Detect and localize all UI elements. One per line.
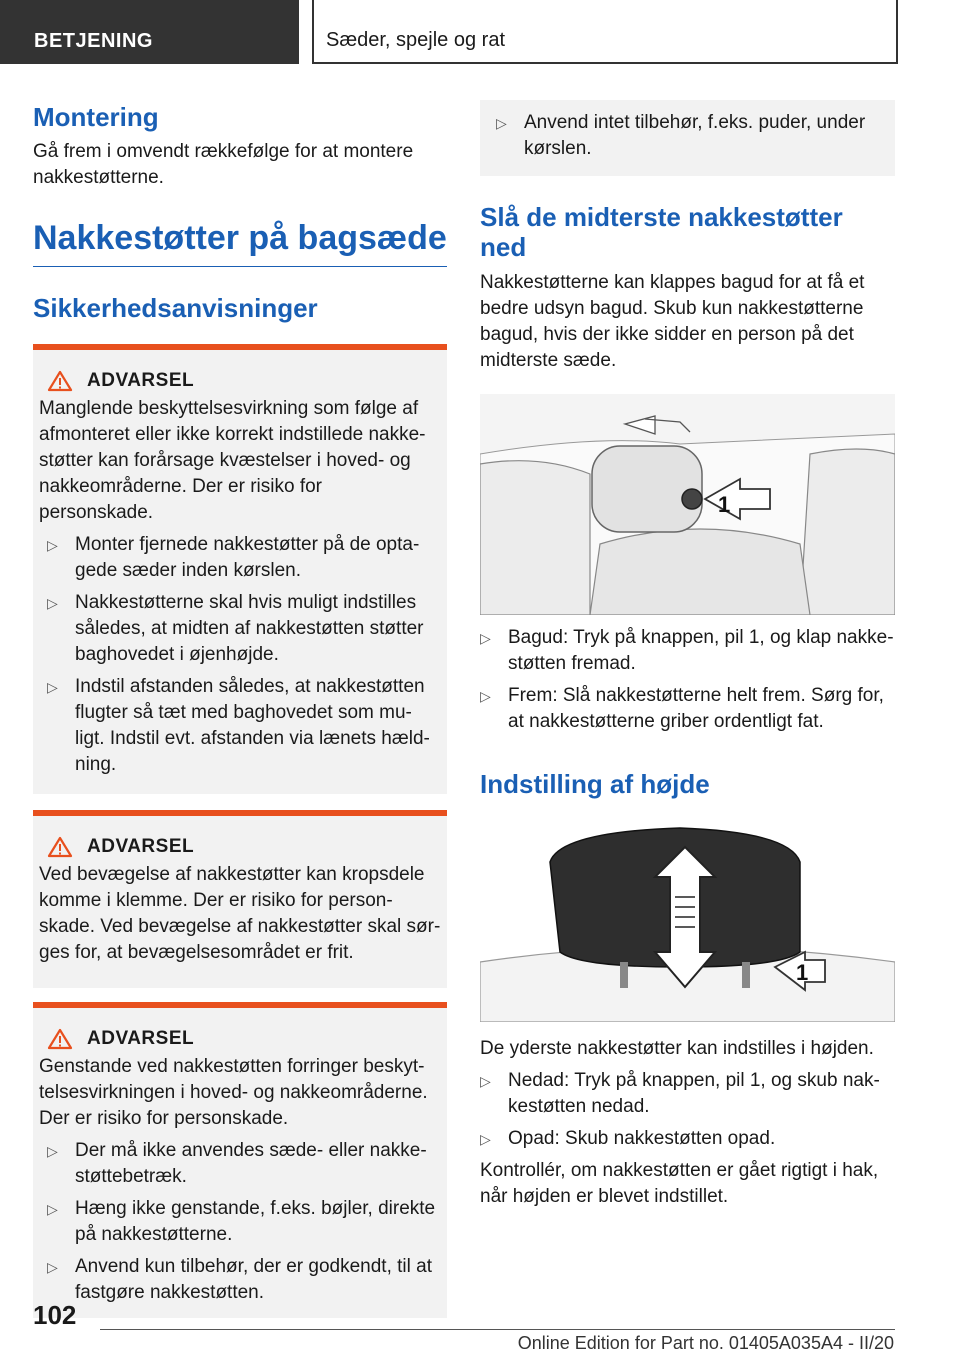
warning-title: ADVARSEL — [87, 836, 195, 857]
headrest-height-drawing — [480, 822, 895, 1022]
list-item: ▷ Hæng ikke genstande, f.eks. bøjler, direkte på nakkestøtterne. — [47, 1198, 436, 1245]
list-item: ▷ Frem: Slå nakkestøtterne helt frem. Sørg for, at nakkestøtterne griber ordentligt fat. — [480, 685, 884, 732]
warning-title-row — [47, 836, 441, 858]
height-heading: Indstilling af højde — [480, 769, 710, 799]
height-headrest-illustration — [480, 822, 895, 1022]
fold-bullets — [480, 625, 895, 735]
triangle-bullet-icon: ▷ — [480, 1131, 491, 1147]
main-heading: Nakkestøtter på bagsæde — [33, 219, 447, 257]
warning-box-2 — [33, 810, 447, 988]
height-image-label: 1 — [796, 960, 809, 985]
triangle-bullet-icon: ▷ — [480, 1073, 491, 1089]
warning-text: Ved bevægelse af nakkestøtter kan kropsdele komme i klemme. Der er risiko for person-skade. Ved bevægelse af nakkestøtter skal sør-ges for, at bevægelsesområdet er frit. — [39, 864, 441, 963]
triangle-bullet-icon: ▷ — [47, 537, 58, 553]
warning-title: ADVARSEL — [87, 370, 195, 391]
triangle-bullet-icon: ▷ — [47, 1143, 58, 1159]
triangle-bullet-icon: ▷ — [47, 1201, 58, 1217]
continued-warning-box — [480, 100, 895, 176]
header-section-label: BETJENING — [34, 30, 153, 52]
triangle-bullet-icon: ▷ — [47, 595, 58, 611]
triangle-bullet-icon: ▷ — [480, 630, 491, 646]
list-item: ▷ Indstil afstanden således, at nakkestøtten flugter så tæt med baghovedet som mu-ligt. Indstil evt. afstanden via lænets hæld-ning. — [47, 676, 430, 775]
header-title: Sæder, spejle og rat — [326, 29, 505, 51]
list-item: ▷ Anvend intet tilbehør, f.eks. puder, under kørslen. — [496, 112, 866, 159]
warning-text: Genstande ved nakkestøtten forringer beskyt-telsesvirkningen i hoved- og nakkeområderne. Der er risiko for personskade. — [39, 1056, 428, 1129]
mounting-text: Gå frem i omvendt rækkefølge for at montere nakkestøtterne. — [33, 141, 414, 188]
fold-headrest-illustration — [480, 394, 895, 615]
heading-rule — [33, 266, 447, 267]
warning-title-row — [47, 370, 441, 392]
warning-title: ADVARSEL — [87, 1028, 195, 1049]
left-column — [33, 100, 447, 1318]
fold-image-label: 1 — [718, 492, 731, 517]
headrest-fold-drawing — [480, 394, 895, 615]
warning-bullets — [39, 532, 441, 778]
height-bullets — [480, 1068, 895, 1152]
warning-bullets — [488, 110, 887, 162]
list-item: ▷ Der må ikke anvendes sæde- eller nakke-støttebetræk. — [47, 1140, 427, 1187]
list-item: ▷ Monter fjernede nakkestøtter på de opta-gede sæder inden kørslen. — [47, 534, 420, 581]
right-column — [480, 100, 895, 1210]
list-item: ▷ Bagud: Tryk på knappen, pil 1, og klap nakke-støtten fremad. — [480, 627, 894, 674]
warning-triangle-icon — [47, 836, 73, 858]
triangle-bullet-icon: ▷ — [480, 688, 491, 704]
header-section-tab — [0, 0, 299, 64]
list-item: ▷ Opad: Skub nakkestøtten opad. — [480, 1126, 895, 1152]
footer-rule — [100, 1329, 895, 1330]
triangle-bullet-icon: ▷ — [496, 115, 507, 131]
warning-box-1 — [33, 344, 447, 794]
triangle-bullet-icon: ▷ — [47, 679, 58, 695]
list-item: ▷ Anvend kun tilbehør, der er godkendt, til at fastgøre nakkestøtten. — [47, 1256, 432, 1303]
fold-heading: Slå de midterste nakkestøtter ned — [480, 202, 843, 262]
warning-triangle-icon — [47, 1028, 73, 1050]
footer-edition: Online Edition for Part no. 01405A035A4 - II/20 — [517, 1333, 894, 1353]
warning-triangle-icon — [47, 370, 73, 392]
fold-text: Nakkestøtterne kan klappes bagud for at få et bedre udsyn bagud. Skub kun nakkestøtterne bagud, hvis der ikke sidder en person på det midterste sæde. — [480, 272, 865, 371]
list-item: ▷ Nakkestøtterne skal hvis muligt indstilles således, at midten af nakkestøtten støtter baghovedet i øjenhøjde. — [47, 592, 424, 665]
warning-title-row — [47, 1028, 441, 1050]
warning-box-3 — [33, 1002, 447, 1318]
mounting-heading: Montering — [33, 102, 159, 132]
warning-text: Manglende beskyttelsesvirkning som følge af afmonteret eller ikke korrekt indstillede nakke-støtter kan forårsage kvæstelser i hoved- og nakkeområderne. Der er risiko for personskade. — [39, 398, 426, 523]
safety-heading: Sikkerhedsanvisninger — [33, 293, 318, 323]
page-number: 102 — [33, 1300, 77, 1330]
triangle-bullet-icon: ▷ — [47, 1259, 58, 1275]
warning-bullets — [39, 1138, 441, 1306]
header-title-tab — [312, 0, 898, 64]
check-text: Kontrollér, om nakkestøtten er gået rigtigt i hak, når højden er blevet indstillet. — [480, 1160, 879, 1207]
list-item: ▷ Nedad: Tryk på knappen, pil 1, og skub nak-kestøtten nedad. — [480, 1070, 880, 1117]
height-text: De yderste nakkestøtter kan indstilles i højden. — [480, 1038, 874, 1059]
